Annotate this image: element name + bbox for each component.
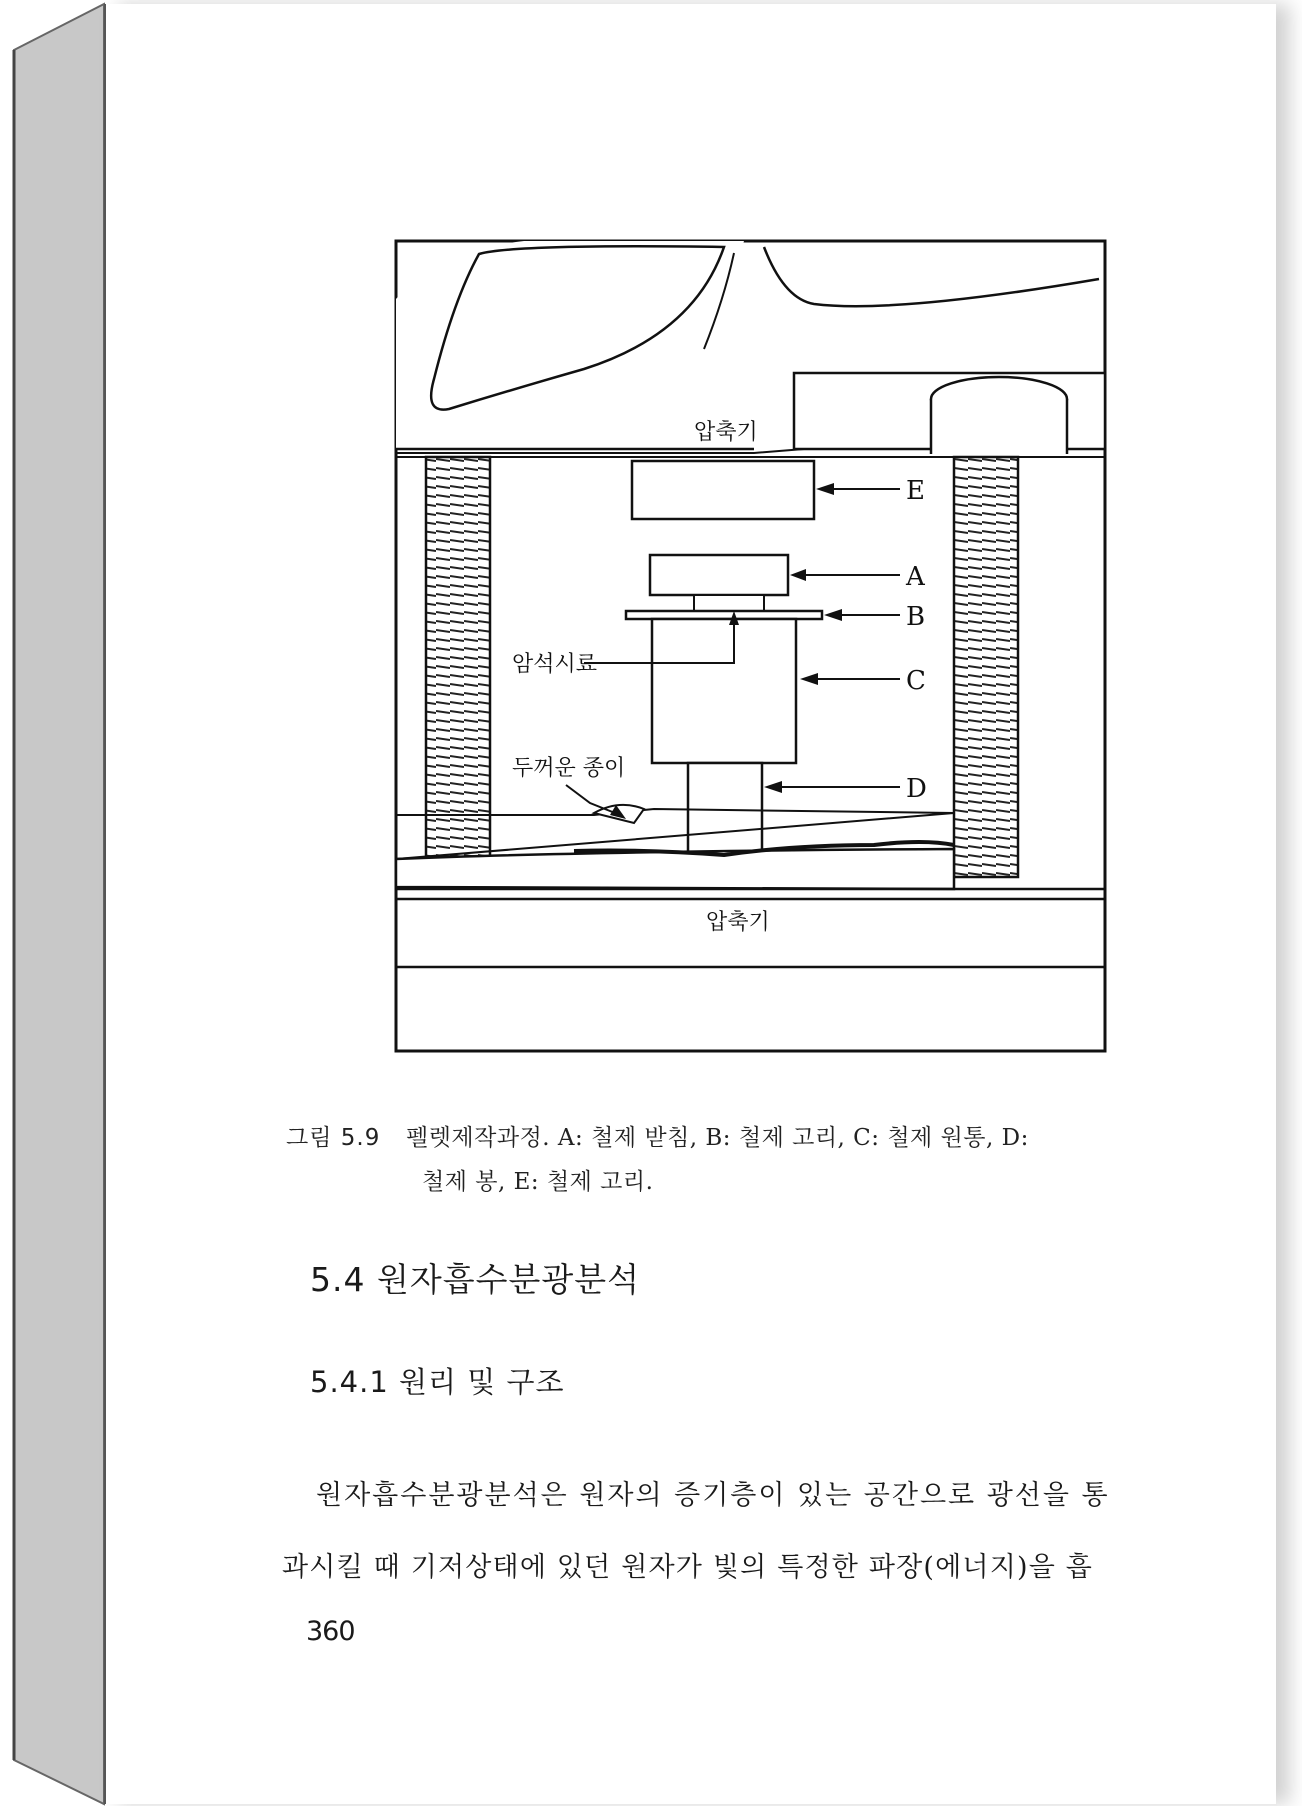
label-thick-paper: 두꺼운 종이: [512, 756, 626, 781]
label-press-bottom: 압축기: [706, 910, 770, 935]
body-line-1: 원자흡수분광분석은 원자의 증기층이 있는 공간으로 광선을 통: [316, 1480, 1110, 1511]
label-part-d: D: [906, 774, 927, 804]
page-number: 360: [306, 1616, 355, 1647]
caption-line-2: 철제 봉, E: 철제 고리.: [422, 1169, 654, 1195]
caption-line-1: 펠렛제작과정. A: 철제 받침, B: 철제 고리, C: 철제 원통, D:: [406, 1125, 1029, 1151]
label-press-top: 압축기: [694, 420, 758, 445]
subsection-title: 5.4.1 원리 및 구조: [310, 1365, 565, 1399]
label-part-a: A: [906, 562, 925, 592]
label-part-c: C: [906, 666, 926, 696]
pellet-press-figure: [394, 239, 1108, 1054]
label-rock-sample: 암석시료: [512, 652, 598, 677]
section-title: 5.4 원자흡수분광분석: [310, 1260, 640, 1299]
caption-label: 그림 5.9: [286, 1125, 381, 1151]
label-part-b: B: [906, 602, 926, 632]
body-paragraph: [282, 1460, 1152, 1604]
label-part-e: E: [906, 476, 925, 506]
body-line-2: 과시킬 때 기저상태에 있던 원자가 빛의 특정한 파장(에너지)을 흡: [282, 1552, 1094, 1583]
